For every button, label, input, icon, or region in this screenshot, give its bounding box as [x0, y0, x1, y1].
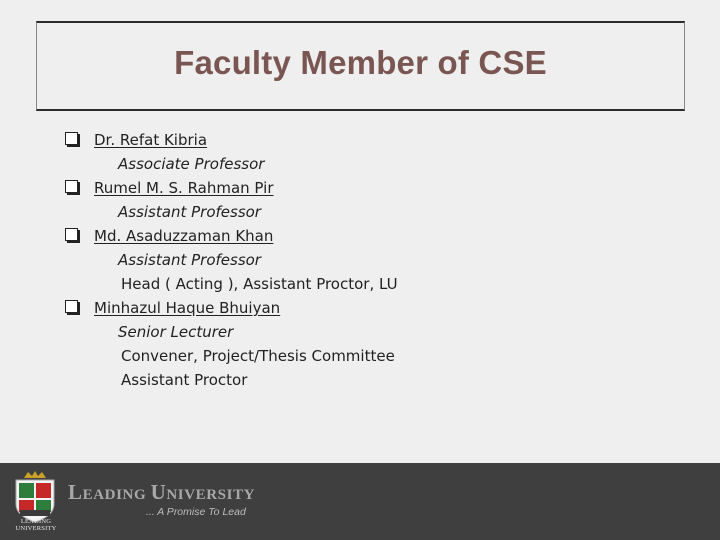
- checkbox-bullet-icon: [65, 180, 78, 193]
- brand-letter: L: [68, 480, 83, 504]
- brand-tagline: ... A Promise To Lead: [146, 506, 246, 518]
- faculty-entry: [65, 176, 625, 224]
- faculty-role: Assistant Professor: [118, 203, 261, 221]
- faculty-extra: Convener, Project/Thesis Committee: [121, 347, 395, 365]
- faculty-name[interactable]: Md. Asaduzzaman Khan: [94, 227, 274, 245]
- brand-letter: U: [150, 480, 167, 504]
- faculty-extra: Head ( Acting ), Assistant Proctor, LU: [121, 275, 398, 293]
- faculty-entry: [65, 224, 625, 296]
- footer-bar: [0, 463, 720, 540]
- checkbox-bullet-icon: [65, 300, 78, 313]
- faculty-name[interactable]: Minhazul Haque Bhuiyan: [94, 299, 281, 317]
- faculty-entry: [65, 128, 625, 176]
- faculty-role: Senior Lecturer: [118, 323, 234, 341]
- crest-motto: LEADING UNIVERSITY: [15, 518, 57, 532]
- faculty-entry: [65, 296, 625, 392]
- brand-text: NIVERSITY: [166, 487, 256, 503]
- faculty-extra: Assistant Proctor: [121, 371, 248, 389]
- checkbox-bullet-icon: [65, 132, 78, 145]
- brand-wordmark: [68, 480, 255, 505]
- slide-title: Faculty Member of CSE: [174, 44, 547, 81]
- title-box: [36, 21, 685, 111]
- brand-text: EADING: [82, 487, 151, 503]
- faculty-list: [65, 128, 625, 392]
- faculty-role: Assistant Professor: [118, 251, 261, 269]
- faculty-name[interactable]: Dr. Refat Kibria: [94, 131, 208, 149]
- checkbox-bullet-icon: [65, 228, 78, 241]
- faculty-role: Associate Professor: [118, 155, 265, 173]
- faculty-name[interactable]: Rumel M. S. Rahman Pir: [94, 179, 274, 197]
